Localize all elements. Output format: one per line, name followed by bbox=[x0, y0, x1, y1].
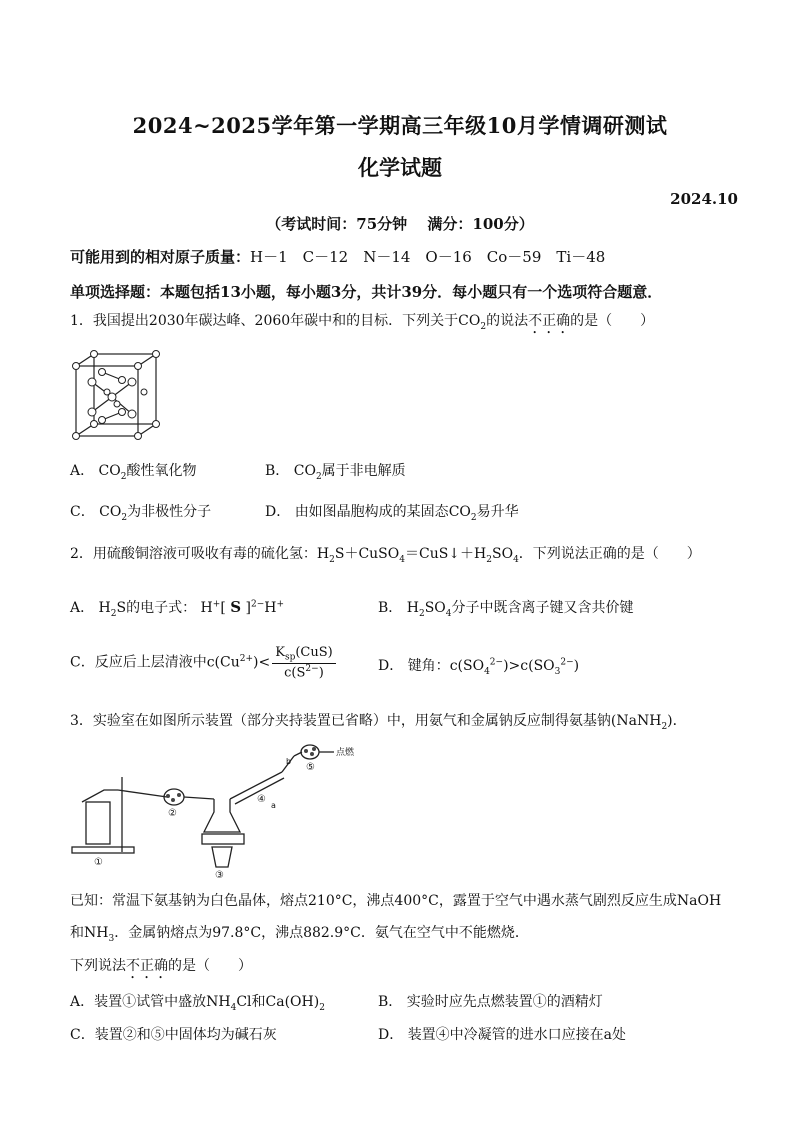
apparatus-figure bbox=[72, 742, 362, 882]
atomic-masses bbox=[70, 246, 605, 267]
exam-subtitle: 化学试题 bbox=[358, 155, 442, 180]
q1-option-d[interactable]: D． 由如图晶胞构成的某固态$CO_2$易升华 bbox=[265, 504, 519, 523]
section-heading: 单项选择题：本题包括13小题，每小题3分，共计39分．每小题只有一个选项符合题意． bbox=[70, 283, 663, 301]
q2-option-a[interactable]: A． $H_2S$的电子式： H+[ S ]$^{2-}$H+ bbox=[70, 598, 285, 619]
exam-title: 2024~2025学年第一学期高三年级10月学情调研测试 bbox=[132, 113, 668, 138]
q1-option-a[interactable]: A． $CO_2$酸性氧化物 bbox=[70, 463, 197, 482]
q3-option-b[interactable]: B． 实验时应先点燃装置①的酒精灯 bbox=[378, 994, 603, 1010]
q3-stem: 3．实验室在如图所示装置（部分夹持装置已省略）中，用氨气和金属钠反应制得氨基钠(NaNH$_2$)． bbox=[70, 713, 687, 732]
svg-text:⑤: ⑤ bbox=[306, 762, 315, 773]
q2-stem: 2．用硫酸铜溶液可吸收有毒的硫化氢：$H_2S+CuSO_4=CuS↓+H_2SO_4$．下列说法正确的是（ ） bbox=[70, 546, 701, 565]
q1-option-b[interactable]: B． $CO_2$属于非电解质 bbox=[265, 463, 406, 482]
svg-text:a: a bbox=[271, 801, 276, 810]
q2-option-c[interactable]: C．反应后上层清液中$c(Cu^{2+})<$ $\frac{K_{sp}(CuS)}{c(S^{2-})}$ bbox=[70, 645, 338, 680]
svg-text:①: ① bbox=[94, 857, 103, 868]
exam-date: 2024.10 bbox=[670, 190, 738, 208]
q3-known-line2: 和$NH_3$．金属钠熔点为97.8°C，沸点882.9°C．氨气在空气中不能燃烧． bbox=[70, 925, 529, 944]
svg-text:④: ④ bbox=[257, 794, 266, 805]
svg-text:③: ③ bbox=[215, 870, 224, 881]
q3-option-d[interactable]: D． 装置④中冷凝管的进水口应接在a处 bbox=[378, 1027, 627, 1043]
ignite-label: 点燃 bbox=[336, 748, 355, 758]
q3-option-c[interactable]: C．装置②和⑤中固体均为碱石灰 bbox=[70, 1027, 277, 1043]
q3-known-line1: 已知：常温下氨基钠为白色晶体，熔点210°C，沸点400°C，露置于空气中遇水蒸气剧烈反应生成NaOH bbox=[70, 893, 722, 909]
q2-option-d[interactable]: D． 键角：$c(SO_4^{2-})>c(SO_3^{2-})$ bbox=[378, 657, 580, 677]
q1-option-c[interactable]: C． $CO_2$为非极性分子 bbox=[70, 504, 212, 523]
svg-text:②: ② bbox=[168, 808, 177, 819]
atomic-mass-label: 可能用到的相对原子质量： bbox=[70, 248, 251, 266]
exam-info: （考试时间：75分钟 满分：100分） bbox=[266, 215, 534, 233]
q1-stem: 1．我国提出2030年碳达峰、2060年碳中和的目标．下列关于$CO_2$的说法不正确的是（ ） bbox=[70, 313, 655, 332]
crystal-cell-figure bbox=[72, 352, 162, 440]
q3-option-a[interactable]: A．装置①试管中盛放$NH_4Cl$和$Ca(OH)_2$ bbox=[70, 994, 325, 1013]
q3-ask: 下列说法不正确的是（ ） bbox=[70, 958, 252, 974]
svg-text:b: b bbox=[286, 757, 292, 766]
atomic-mass-values: H－1 C－12 N－14 O－16 Co－59 Ti－48 bbox=[250, 248, 606, 266]
q2-option-b[interactable]: B． $H_2SO_4$分子中既含离子键又含共价键 bbox=[378, 600, 634, 619]
